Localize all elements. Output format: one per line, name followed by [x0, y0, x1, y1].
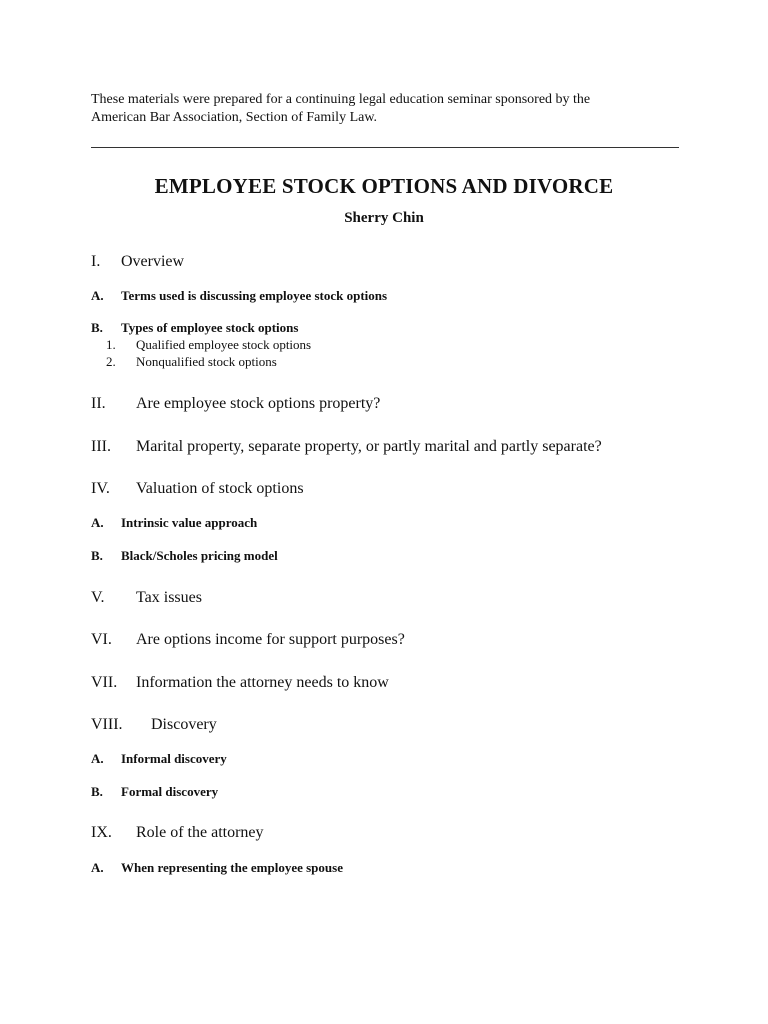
section-heading: Information the attorney needs to know — [136, 674, 389, 691]
subsection-heading: Intrinsic value approach — [121, 515, 258, 530]
list-item: Qualified employee stock options — [136, 337, 312, 352]
section-number: IV. — [91, 480, 110, 497]
section-heading: Discovery — [151, 716, 217, 733]
subsection-heading: When representing the employee spouse — [121, 860, 343, 875]
section-heading: Tax issues — [136, 589, 202, 606]
section-heading: Role of the attorney — [136, 824, 264, 841]
subsection-heading: Terms used is discussing employee stock options — [121, 288, 388, 303]
subsection-letter: B. — [91, 784, 103, 799]
subsection-letter: B. — [91, 320, 103, 335]
document-title: EMPLOYEE STOCK OPTIONS AND DIVORCE — [154, 174, 614, 198]
divider — [91, 147, 679, 148]
section-heading: Are options income for support purposes? — [136, 631, 405, 648]
subsection-heading: Informal discovery — [121, 751, 227, 766]
section-number: I. — [91, 253, 101, 270]
subsection-letter: A. — [91, 860, 104, 875]
subsection-letter: B. — [91, 548, 103, 563]
section-number: VII. — [91, 674, 118, 691]
section-heading: Marital property, separate property, or partly marital and partly separate? — [136, 438, 602, 455]
section-number: VI. — [91, 631, 112, 648]
subsection-heading: Formal discovery — [121, 784, 219, 799]
subsection-heading: Black/Scholes pricing model — [121, 548, 278, 563]
list-item-number: 2. — [106, 354, 116, 369]
subsection-letter: A. — [91, 288, 104, 303]
subsection-heading: Types of employee stock options — [121, 320, 299, 335]
section-heading: Valuation of stock options — [136, 480, 304, 497]
document-author: Sherry Chin — [344, 210, 424, 226]
list-item-number: 1. — [106, 337, 116, 352]
subsection-letter: A. — [91, 751, 104, 766]
section-number: III. — [91, 438, 111, 455]
section-heading: Overview — [121, 253, 185, 270]
section-number: IX. — [91, 824, 112, 841]
section-number: V. — [91, 589, 105, 606]
intro-line-2: American Bar Association, Section of Family Law. — [91, 110, 378, 125]
list-item: Nonqualified stock options — [136, 354, 277, 369]
intro-line-1: These materials were prepared for a continuing legal education seminar sponsored by the — [91, 92, 591, 107]
section-number: VIII. — [91, 716, 123, 733]
section-heading: Are employee stock options property? — [136, 395, 381, 412]
subsection-letter: A. — [91, 515, 104, 530]
section-number: II. — [91, 395, 106, 412]
